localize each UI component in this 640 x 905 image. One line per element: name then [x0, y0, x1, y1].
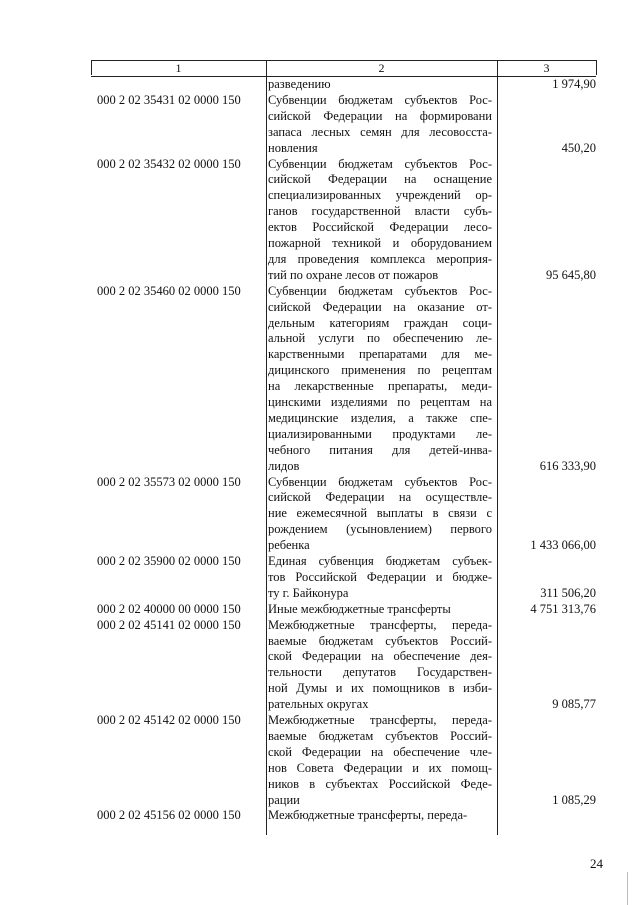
description-line: рательных округах: [268, 697, 369, 712]
amount-value: 616 333,90: [539, 458, 596, 473]
table-row: [91, 713, 596, 808]
description: [268, 284, 492, 475]
description-line: Межбюджетные трансферты, переда-: [268, 617, 492, 632]
description-line: специализированных учреждений ор-: [268, 188, 492, 203]
description-line: медицинские изделия, а также спе-: [268, 410, 492, 425]
description: [268, 554, 492, 602]
description-line: для проведения комплекса мероприя-: [268, 251, 492, 266]
table-header: [91, 60, 596, 77]
page-number: 24: [590, 856, 603, 871]
amount-value: 1 433 066,00: [530, 538, 596, 553]
description-line: ской Федерации на обеспечение чле-: [268, 744, 492, 759]
amount-value: 1 085,29: [552, 792, 596, 807]
amount-value: 450,20: [561, 140, 596, 155]
description-line: сийской Федерации на формировани: [268, 108, 492, 123]
description-line: ту г. Байконура: [268, 585, 349, 600]
description-line: циализированными продуктами ле-: [268, 426, 492, 441]
description-line: сийской Федерации на оказание от-: [268, 299, 492, 314]
amount-value: 9 085,77: [552, 697, 596, 712]
description: [268, 157, 492, 284]
description-line: рождением (усыновлением) первого: [268, 522, 492, 537]
table-border-right: [596, 60, 597, 75]
description-line: Субвенции бюджетам субъектов Рос-: [268, 283, 492, 298]
description: [268, 77, 492, 93]
table-row: [91, 808, 596, 824]
description: [268, 713, 492, 808]
table-row: [91, 554, 596, 602]
description: [268, 475, 492, 555]
table-row: [91, 157, 596, 284]
budget-code: 000 2 02 35900 02 0000 150: [97, 554, 241, 568]
budget-code: 000 2 02 45142 02 0000 150: [97, 713, 241, 727]
description-line: на лекарственные препараты, меди-: [268, 379, 492, 394]
description-line: лидов: [268, 458, 300, 473]
description-line: чебного питания для детей-инва-: [268, 442, 492, 457]
budget-code: 000 2 02 35432 02 0000 150: [97, 156, 241, 171]
table-border-left: [91, 60, 92, 75]
description-line: ганов государственной власти субъ-: [268, 204, 492, 219]
header-col2: 2: [378, 61, 385, 75]
description-line: карственными препаратами для ме-: [268, 347, 492, 362]
amount-value: 1 974,90: [552, 77, 596, 91]
description-line: дицинского применения по рецептам: [268, 363, 492, 378]
description-line: ской Федерации на обеспечение дея-: [268, 649, 492, 664]
description-line: ребенка: [268, 538, 310, 553]
description-line: ной Думы и их помощников в изби-: [268, 681, 492, 696]
description-line: запаса лесных семян для лесовосста-: [268, 124, 492, 139]
description-line: тий по охране лесов от пожаров: [268, 267, 439, 282]
description-line: Субвенции бюджетам субъектов Рос-: [268, 156, 492, 171]
description-line: альной услуги по обеспечению ле-: [268, 331, 492, 346]
table-row: [91, 618, 596, 713]
amount-value: 95 645,80: [546, 267, 596, 282]
description-line: сийской Федерации на осуществле-: [268, 490, 492, 505]
table-row: [91, 93, 596, 157]
description-line: новления: [268, 140, 318, 155]
budget-code: 000 2 02 35573 02 0000 150: [97, 474, 241, 489]
description-line: Субвенции бюджетам субъектов Рос-: [268, 92, 492, 107]
header-col3: 3: [543, 61, 550, 75]
amount-value: 311 506,20: [540, 585, 596, 600]
margin-mark: [627, 872, 628, 905]
budget-code: 000 2 02 40000 00 0000 150: [97, 601, 241, 616]
description-line: Субвенции бюджетам субъектов Рос-: [268, 474, 492, 489]
description-line: Межбюджетные трансферты, переда-: [268, 808, 468, 823]
description-line: сийской Федерации на оснащение: [268, 172, 492, 187]
description-line: ваемые бюджетам субъектов Россий-: [268, 728, 492, 743]
description-line: ников в субъектах Российской Феде-: [268, 776, 492, 791]
description-line: дельным категориям граждан соци-: [268, 315, 492, 330]
description-line: ваемые бюджетам субъектов Россий-: [268, 633, 492, 648]
description-line: цинскими изделиями по рецептам на: [268, 395, 492, 410]
description: [268, 602, 492, 618]
description: [268, 618, 492, 713]
header-col1: 1: [175, 61, 182, 75]
budget-code: 000 2 02 35460 02 0000 150: [97, 283, 241, 298]
description: [268, 808, 492, 824]
table-row: [91, 602, 596, 618]
description-line: Единая субвенция бюджетам субъек-: [268, 554, 492, 568]
table-row: [91, 77, 596, 93]
description-line: ектов Российской Федерации лесо-: [268, 220, 492, 235]
description-line: Межбюджетные трансферты, переда-: [268, 713, 492, 727]
budget-code: 000 2 02 45141 02 0000 150: [97, 617, 241, 632]
description-line: пожарной техникой и оборудованием: [268, 236, 492, 251]
amount-value: 4 751 313,76: [530, 601, 596, 616]
budget-code: 000 2 02 45156 02 0000 150: [97, 808, 241, 823]
description: [268, 93, 492, 157]
description-line: разведению: [268, 77, 331, 91]
description-line: ние ежемесячной выплаты в связи с: [268, 506, 492, 521]
table-row: [91, 284, 596, 475]
description-line: тов Российской Федерации и бюдже-: [268, 569, 492, 584]
budget-code: 000 2 02 35431 02 0000 150: [97, 92, 241, 107]
description-line: рации: [268, 792, 300, 807]
description-line: тельности депутатов Государствен-: [268, 665, 492, 680]
table-row: [91, 475, 596, 555]
description-line: Иные межбюджетные трансферты: [268, 601, 451, 616]
description-line: нов Совета Федерации и их помощ-: [268, 760, 492, 775]
